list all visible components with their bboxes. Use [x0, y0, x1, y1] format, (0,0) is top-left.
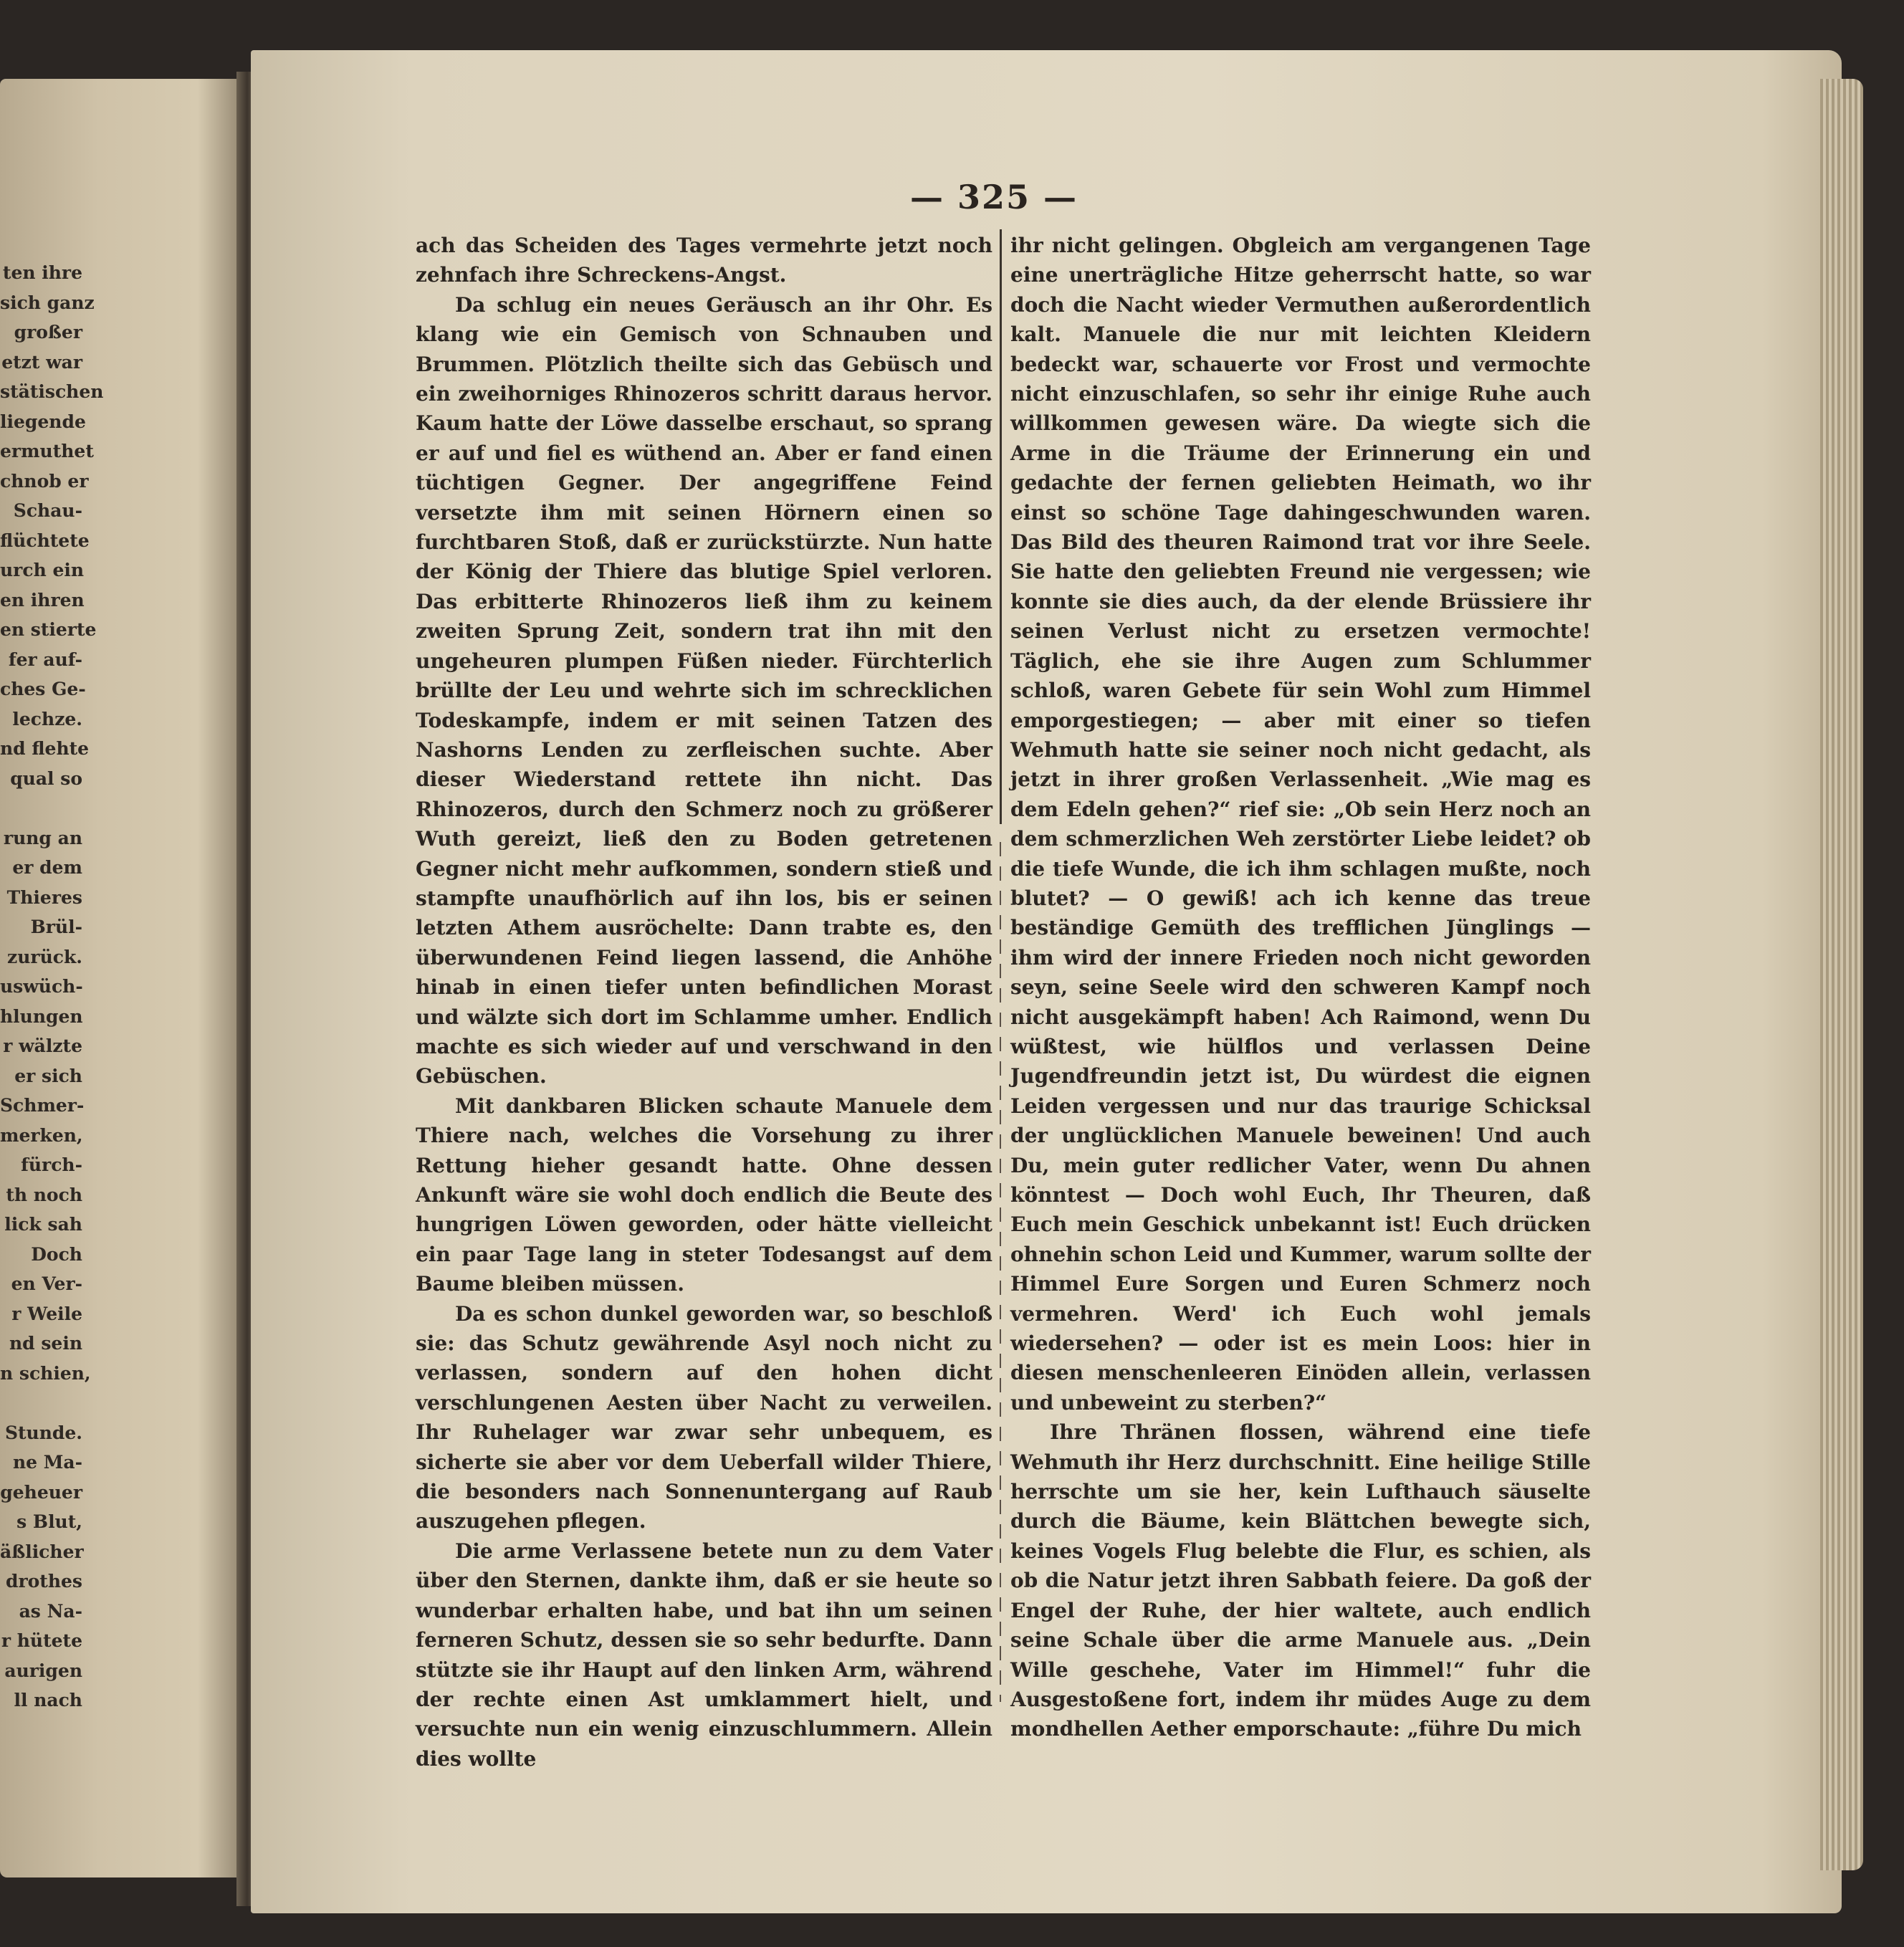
- previous-page-line: äßlicher: [0, 1541, 84, 1562]
- previous-page-line: merken,: [0, 1124, 83, 1146]
- page-number: — 325 —: [910, 178, 1078, 216]
- previous-page-line: en Ver-: [11, 1273, 82, 1294]
- previous-page-line: fer auf-: [8, 649, 82, 670]
- previous-page-line: Schmer-: [0, 1095, 85, 1116]
- previous-page-line: as Na-: [19, 1600, 82, 1622]
- paragraph: Ihre Thränen flossen, während eine tiefe Wehmuth ihr Herz durchschnitt. Eine heilige Stille herrschte um sie her, kein Lufthauch säuselte durch die Bäume, kein Blättchen bewegte sich, keines Vogels Flug belebte die Flur, es schien, als ob die Natur jetzt ihren Sabbath feiere. Da goß der Engel der Ruhe, der hier waltete, auch endlich seine Schale über die arme Manuele aus. „Dein Wille geschehe, Vater im Himmel!“ fuhr die Ausgestoßene fort, indem ihr müdes Auge zu dem mondhellen Aether emporschaute: „führe Du mich: [1010, 1420, 1591, 1741]
- previous-page-line: en ihren: [0, 589, 85, 611]
- previous-page-line: th noch: [6, 1184, 82, 1205]
- previous-page-line: n schien,: [0, 1362, 91, 1384]
- previous-page-line: ll nach: [14, 1690, 82, 1711]
- previous-page-line: flüchtete: [0, 530, 90, 551]
- column-divider-faint: [1000, 842, 1001, 1702]
- previous-page-line: nd sein: [9, 1333, 82, 1354]
- previous-page-line: fürch-: [21, 1154, 82, 1175]
- previous-page-line: er dem: [12, 857, 82, 878]
- previous-page-line: etzt war: [1, 351, 82, 373]
- previous-page-line: er sich: [14, 1065, 82, 1086]
- paragraph: Mit dankbaren Blicken schaute Manuele dem Thiere nach, welches die Vorsehung zu ihrer Rettung hieher gesandt hatte. Ohne dessen Ankunft wäre sie wohl doch endlich die Beute des hungrigen Löwen geworden, oder hätte vielleicht ein paar Tage lang in steter Todesangst auf dem Baume bleiben müssen.: [416, 1094, 992, 1296]
- previous-page-line: aurigen: [4, 1660, 82, 1681]
- previous-page-line: urch ein: [0, 560, 85, 580]
- paragraph: Die arme Verlassene betete nun zu dem Vater über den Sternen, dankte ihm, daß er sie heute so wunderbar erhalten habe, und bat ihn um seinen ferneren Schutz, dessen sie so sehr bedurfte. Dann stützte sie ihr Haupt auf den linken Arm, während der rechte einen Ast umklammert hielt, und versuchte nun ein wenig einzuschlummern. Allein dies wollte: [416, 1539, 992, 1771]
- previous-page-line: großer: [14, 322, 82, 343]
- previous-page-text-fragments: [0, 258, 104, 1716]
- previous-page-line: chnob er: [0, 470, 89, 492]
- paragraph: ach das Scheiden des Tages vermehrte jetzt noch zehnfach ihre Schreckens-Angst.: [416, 234, 992, 287]
- previous-page-line: Brül-: [30, 917, 82, 937]
- paragraph: Da es schon dunkel geworden war, so beschloß sie: das Schutz gewährende Asyl noch nicht zu verlassen, sondern auf den hohen dicht verschlungenen Aesten über Nacht zu verweilen. Ihr Ruhelager war zwar sehr unbequem, es sicherte sie aber vor dem Ueberfall wilder Thiere, die besonders nach Sonnenuntergang auf Raub auszugehen pflegen.: [416, 1301, 992, 1534]
- previous-page-line: r wälzte: [3, 1035, 82, 1056]
- previous-page-line: ermuthet: [0, 441, 94, 461]
- previous-page-line: en stierte: [0, 619, 97, 640]
- previous-page-line: geheuer: [0, 1481, 82, 1503]
- previous-page-line: stätischen: [0, 381, 104, 402]
- paragraph: ihr nicht gelingen. Obgleich am vergangenen Tage eine unerträgliche Hitze geherrscht hatte, so war doch die Nacht wieder Vermuthen außerordentlich kalt. Manuele die nur mit leichten Kleidern bedeckt war, schauerte vor Frost und vermochte nicht einzuschlafen, so sehr ihr einige Ruhe auch willkommen gewesen wäre. Da wiegte sich die Arme in die Träume der Erinnerung ein und gedachte der fernen geliebten Heimath, wo ihr einst so schöne Tage dahingeschwunden waren. Das Bild des theuren Raimond trat vor ihre Seele. Sie hatte den geliebten Freund nie vergessen; wie konnte sie dies auch, da der elende Brüssiere ihr seinen Verlust nicht zu ersetzen vermochte! Täglich, ehe sie ihre Augen zum Schlummer schloß, waren Gebete für sein Wohl zum Himmel emporgestiegen; — aber mit einer so tiefen Wehmuth hatte sie seiner noch nicht gedacht, als jetzt in ihrer großen Verlassenheit. „Wie mag es dem Edeln gehen?“ rief sie: „Ob sein Herz noch an dem schmerzlichen Weh zerstörter Liebe leidet? ob die tiefe Wunde, die ich ihm schlagen mußte, noch blutet? — O gewiß! ach ich kenne das treue beständige Gemüth des trefflichen Jünglings — ihm wird der innere Frieden noch nicht geworden seyn, seine Seele wird den schweren Kampf noch nicht ausgekämpft haben! Ach Raimond, wenn Du wüßtest, wie hülflos und verlassen Deine Jugendfreundin jetzt ist, Du würdest die eignen Leiden vergessen und nur das traurige Schicksal der unglücklichen Manuele beweinen! Und auch Du, mein guter redlicher Vater, wenn Du ahnen könntest — Doch wohl Euch, Ihr Theuren, daß Euch mein Geschick unbekannt ist! Euch drücken ohnehin schon Leid und Kummer, warum sollte der Himmel Eure Sorgen und Euren Schmerz noch vermehren. Werd' ich Euch wohl jemals wiedersehen? — oder ist es mein Loos: hier in diesen menschenleeren Einöden allein, verlassen und unbeweint zu sterben?“: [1010, 234, 1591, 1415]
- previous-page-line: Doch: [31, 1243, 82, 1265]
- previous-page-line: lick sah: [4, 1214, 82, 1235]
- previous-page-line: Schau-: [13, 500, 82, 521]
- previous-page-line: lechze.: [12, 708, 82, 729]
- previous-page-line: drothes: [5, 1571, 82, 1592]
- page-edges: [1820, 79, 1863, 1870]
- previous-page-line: s Blut,: [16, 1511, 82, 1532]
- previous-page-line: nd flehte: [0, 738, 90, 759]
- previous-page-line: ten ihre: [2, 262, 82, 283]
- previous-page-gap: [0, 793, 82, 823]
- previous-page-line: sich ganz: [0, 292, 95, 313]
- previous-page-line: liegende: [0, 411, 86, 432]
- previous-page-line: Thieres: [6, 886, 82, 908]
- previous-page-line: r hütete: [1, 1630, 82, 1651]
- previous-page-line: qual so: [10, 767, 82, 789]
- right-text-column: [1010, 231, 1591, 1744]
- previous-page-line: hlungen: [0, 1005, 83, 1027]
- previous-page-line: Stunde.: [4, 1422, 82, 1443]
- previous-page-line: rung an: [3, 827, 82, 848]
- previous-page-line: uswüch-: [0, 976, 83, 997]
- column-divider: [1000, 229, 1002, 824]
- previous-page-line: r Weile: [11, 1303, 82, 1324]
- previous-page-line: ches Ge-: [0, 679, 86, 699]
- left-text-column: [416, 231, 992, 1774]
- paragraph: Da schlug ein neues Geräusch an ihr Ohr. Es klang wie ein Gemisch von Schnauben und Brummen. Plötzlich theilte sich das Gebüsch und ein zweihorniges Rhinozeros schritt daraus hervor. Kaum hatte der Löwe dasselbe erschaut, so sprang er auf und fiel es wüthend an. Aber er fand einen tüchtigen Gegner. Der angegriffene Feind versetzte ihm mit seinen Hörnern einen so furchtbaren Stoß, daß er zurückstürzte. Nun hatte der König der Thiere das blutige Spiel verloren. Das erbitterte Rhinozeros ließ ihm zu keinem zweiten Sprung Zeit, sondern trat ihn mit den ungeheuren plumpen Füßen nieder. Fürchterlich brüllte der Leu und wehrte sich im schrecklichen Todeskampfe, indem er mit seinen Tatzen des Nashorns Lenden zu zerfleischen suchte. Aber dieser Wiederstand rettete ihn nicht. Das Rhinozeros, durch den Schmerz noch zu größerer Wuth gereizt, ließ den zu Boden getretenen Gegner nicht mehr aufkommen, sondern stieß und stampfte unaufhörlich auf ihn los, bis er seinen letzten Athem ausröchelte: Dann trabte es, den überwundenen Feind liegen lassend, die Anhöhe hinab in einen tiefer unten befindlichen Morast und wälzte sich dort im Schlamme umher. Endlich machte es sich wieder auf und verschwand in den Gebüschen.: [416, 292, 992, 1089]
- previous-page-line: zurück.: [7, 946, 82, 967]
- previous-page-gap: [0, 1388, 82, 1418]
- previous-page-line: ne Ma-: [12, 1452, 82, 1473]
